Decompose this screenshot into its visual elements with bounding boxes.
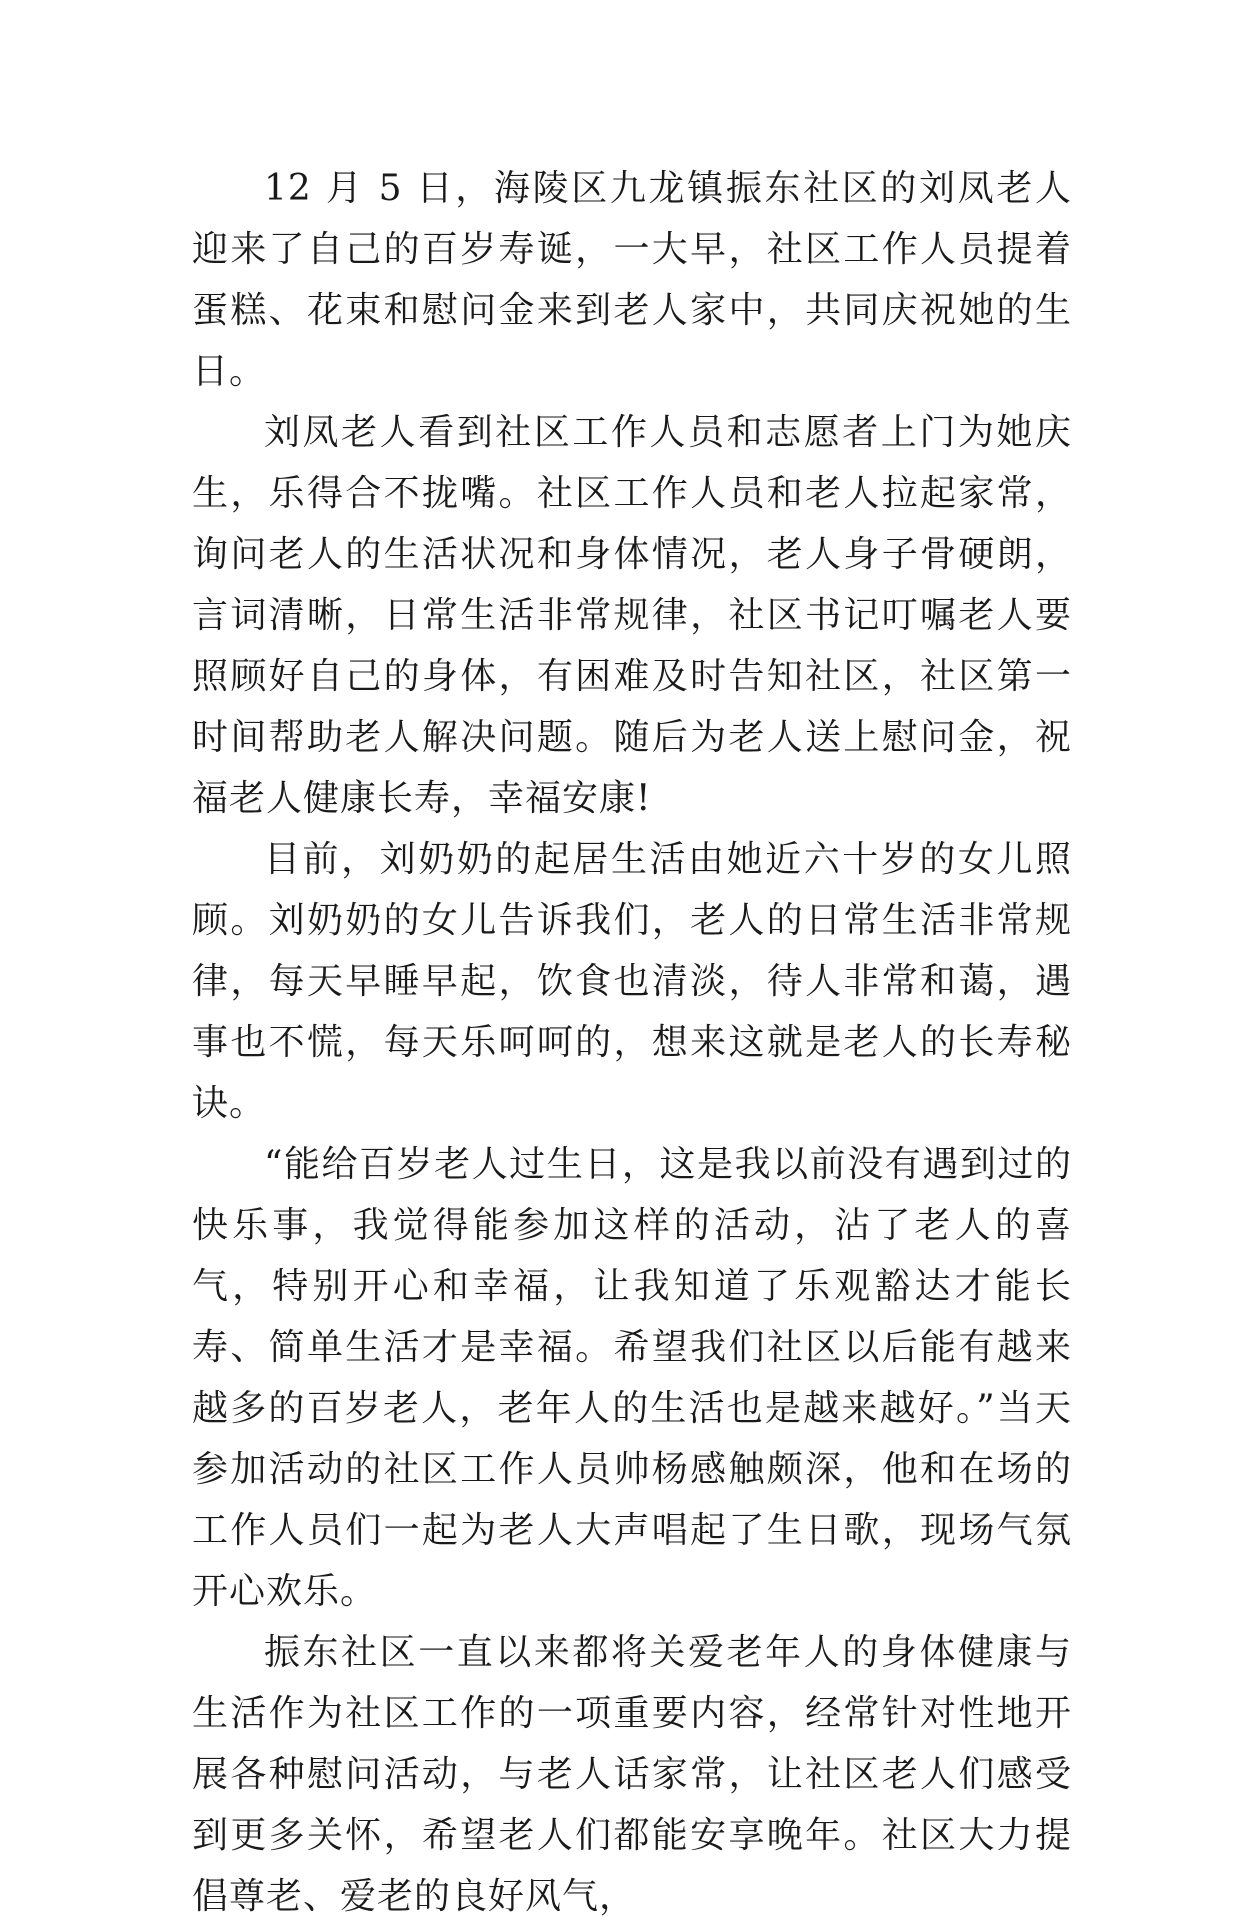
paragraph-visit-details: 刘凤老人看到社区工作人员和志愿者上门为她庆生，乐得合不拢嘴。社区工作人员和老人拉起家常，询问老人的生活状况和身体情况，老人身子骨硬朗，言词清晰，日常生活非常规律，社区书记叮嘱老人要照顾好自己的身体，有困难及时告知社区，社区第一时间帮助老人解决问题。随后为老人送上慰问金，祝福老人健康长寿，幸福安康! — [192, 412, 1072, 819]
article-body — [192, 158, 1072, 1927]
paragraph-community-care: 振东社区一直以来都将关爱老年人的身体健康与生活作为社区工作的一项重要内容，经常针对性地开展各种慰问活动，与老人话家常，让社区老人们感受到更多关怀，希望老人们都能安享晚年。社区大力提倡尊老、爱老的良好风气， — [192, 1632, 1072, 1917]
paragraph-staff-quote: “能给百岁老人过生日，这是我以前没有遇到过的快乐事，我觉得能参加这样的活动，沾了老人的喜气，特别开心和幸福，让我知道了乐观豁达才能长寿、简单生活才是幸福。希望我们社区以后能有越来越多的百岁老人，老年人的生活也是越来越好。”当天参加活动的社区工作人员帅杨感触颇深，他和在场的工作人员们一起为老人大声唱起了生日歌，现场气氛开心欢乐。 — [192, 1144, 1072, 1612]
paragraph-daughter-care: 目前，刘奶奶的起居生活由她近六十岁的女儿照顾。刘奶奶的女儿告诉我们，老人的日常生活非常规律，每天早睡早起，饮食也清淡，待人非常和蔼，遇事也不慌，每天乐呵呵的，想来这就是老人的长寿秘诀。 — [192, 839, 1072, 1124]
paragraph-birthday-intro: 12 月 5 日，海陵区九龙镇振东社区的刘凤老人迎来了自己的百岁寿诞，一大早，社区工作人员提着蛋糕、花束和慰问金来到老人家中，共同庆祝她的生日。 — [192, 168, 1072, 392]
